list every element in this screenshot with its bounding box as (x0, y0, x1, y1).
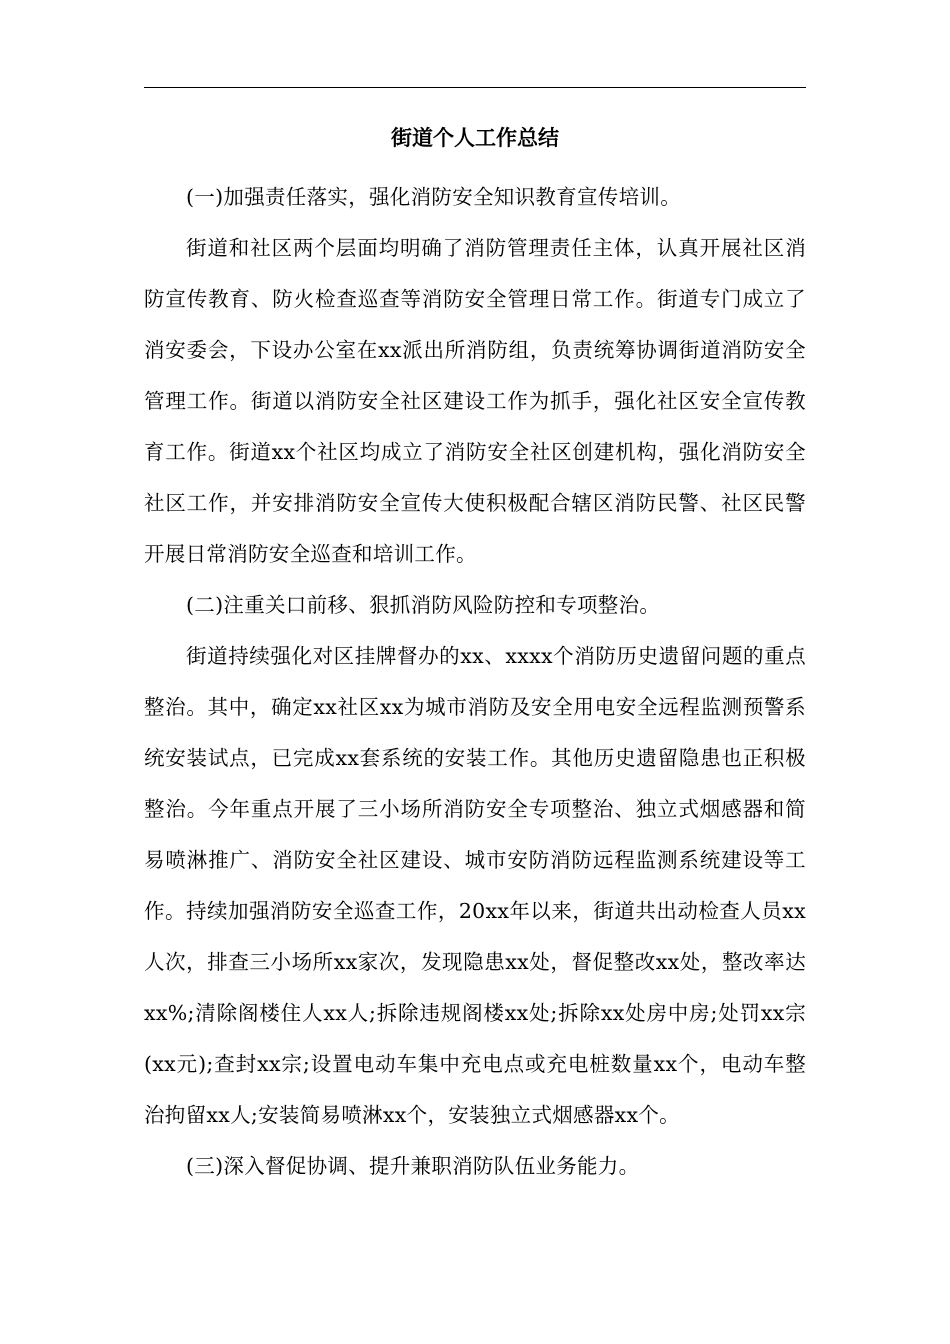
section-body-1: 街道和社区两个层面均明确了消防管理责任主体，认真开展社区消防宣传教育、防火检查巡查等消防安全管理日常工作。街道专门成立了消安委会，下设办公室在xx派出所消防组，负责统筹协调街道消防安全管理工作。街道以消防安全社区建设工作为抓手，强化社区安全宣传教育工作。街道xx个社区均成立了消防安全社区创建机构，强化消防安全社区工作，并安排消防安全宣传大使积极配合辖区消防民警、社区民警开展日常消防安全巡查和培训工作。 (144, 236, 806, 566)
section-heading-2: (二)注重关口前移、狠抓消防风险防控和专项整治。 (186, 593, 661, 617)
section-body-2: 街道持续强化对区挂牌督办的xx、xxxx个消防历史遗留问题的重点整治。其中，确定xx社区xx为城市消防及安全用电安全远程监测预警系统安装试点，已完成xx套系统的安装工作。其他历史遗留隐患也正积极整治。今年重点开展了三小场所消防安全专项整治、独立式烟感器和简易喷淋推广、消防安全社区建设、城市安防消防远程监测系统建设等工作。持续加强消防安全巡查工作，20xx年以来，街道共出动检查人员xx人次，排查三小场所xx家次，发现隐患xx处，督促整改xx处，整改率达xx%;清除阁楼住人xx人;拆除违规阁楼xx处;拆除xx处房中房;处罚xx宗(xx元);查封xx宗;设置电动车集中充电点或充电桩数量xx个，电动车整治拘留xx人;安装简易喷淋xx个，安装独立式烟感器xx个。 (144, 644, 806, 1127)
section-heading-1: (一)加强责任落实，强化消防安全知识教育宣传培训。 (186, 185, 681, 209)
header-rule (144, 87, 806, 88)
document-body (144, 172, 806, 1192)
document-title: 街道个人工作总结 (391, 126, 559, 150)
section-heading-3: (三)深入督促协调、提升兼职消防队伍业务能力。 (186, 1154, 640, 1178)
